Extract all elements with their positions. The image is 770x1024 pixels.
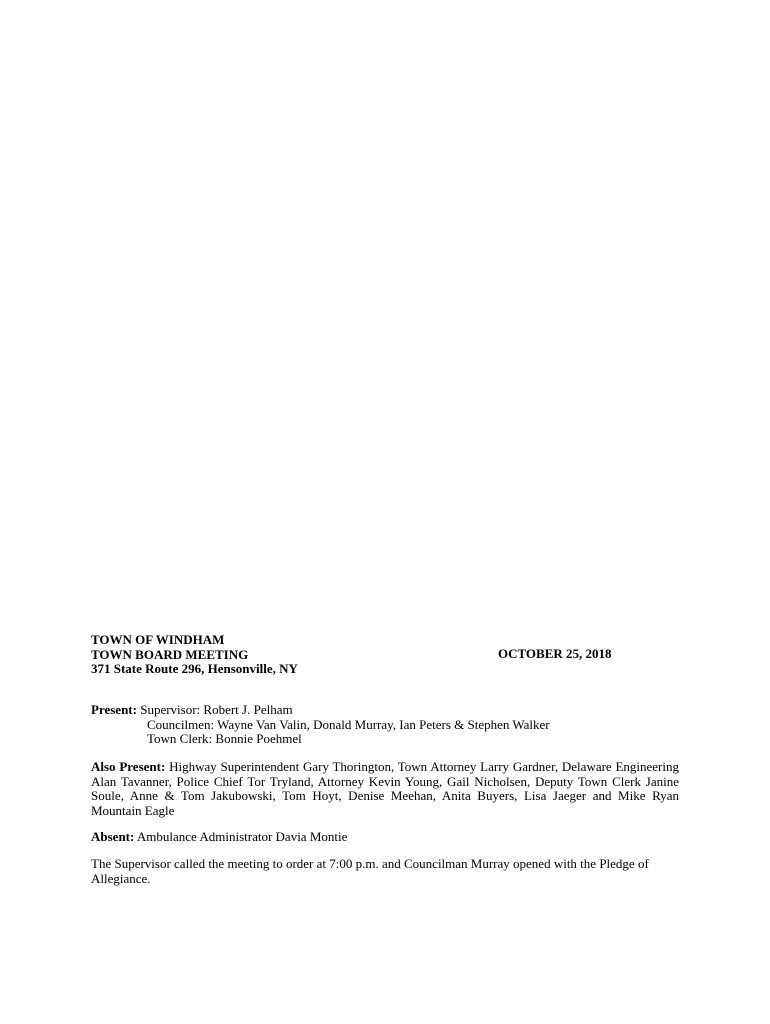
absent-text: Ambulance Administrator Davia Montie: [136, 829, 348, 844]
absent-label: Absent:: [91, 829, 135, 844]
town-clerk-row: Town Clerk: Bonnie Poehmel: [147, 731, 302, 746]
also-present-text: Highway Superintendent Gary Thorington, Town Attorney Larry Gardner, Delaware Engineering Alan Tavanner, Police Chief Tor Tryland, Attorney Kevin Young, Gail Nicholsen, Deputy Town Clerk Janine Soule, Anne & Tom Jakubowski, Tom Hoyt, Denise Meehan, Anita Buyers, Lisa Jaeger and Mike Ryan Mountain Eagle: [91, 759, 679, 818]
present-section: [91, 703, 691, 747]
also-present-paragraph: [91, 760, 679, 818]
meeting-address: 371 State Route 296, Hensonville, NY: [91, 661, 298, 676]
meeting-date: OCTOBER 25, 2018: [498, 646, 612, 661]
present-label: Present:: [91, 702, 137, 717]
town-name: TOWN OF WINDHAM: [91, 632, 225, 647]
meeting-title: TOWN BOARD MEETING: [91, 646, 249, 662]
present-supervisor-row: [91, 703, 691, 718]
also-present-label: Also Present:: [91, 759, 166, 774]
supervisor-name: Supervisor: Robert J. Pelham: [140, 702, 293, 717]
absent-paragraph: [91, 830, 679, 845]
councilmen-row: Councilmen: Wayne Van Valin, Donald Murray, Ian Peters & Stephen Walker: [147, 716, 550, 732]
call-to-order-paragraph: The Supervisor called the meeting to order at 7:00 p.m. and Councilman Murray opened with the Pledge of Allegiance.: [91, 856, 649, 886]
